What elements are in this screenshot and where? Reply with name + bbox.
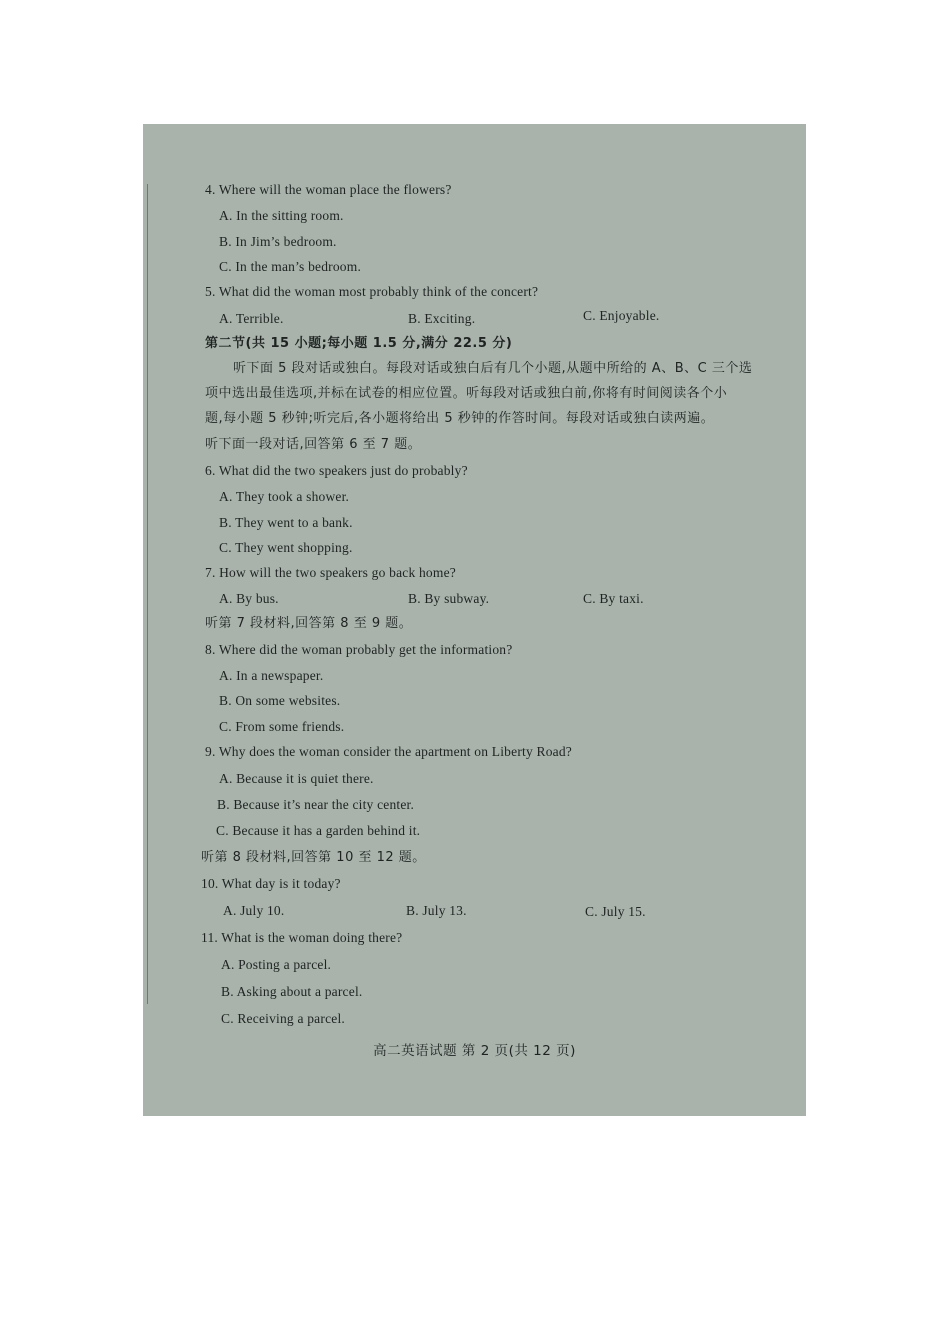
q10-option-a: A. July 10.	[223, 903, 285, 918]
q9-option-a: A. Because it is quiet there.	[219, 771, 374, 786]
question-11: 11. What is the woman doing there?	[201, 930, 403, 945]
section-2-heading: 第二节(共 15 小题;每小题 1.5 分,满分 22.5 分)	[205, 336, 513, 351]
q5-option-b: B. Exciting.	[408, 311, 476, 326]
q11-option-c: C. Receiving a parcel.	[221, 1011, 345, 1026]
q6-option-c: C. They went shopping.	[219, 540, 353, 555]
q4-option-b: B. In Jim’s bedroom.	[219, 234, 337, 249]
material-8-instruction: 听第 8 段材料,回答第 10 至 12 题。	[201, 850, 426, 865]
q11-option-b: B. Asking about a parcel.	[221, 984, 363, 999]
section-2-instruction-line-1: 听下面 5 段对话或独白。每段对话或独白后有几个小题,从题中所给的 A、B、C 三个选	[233, 361, 753, 376]
q4-option-a: A. In the sitting room.	[219, 208, 344, 223]
material-7-instruction: 听第 7 段材料,回答第 8 至 9 题。	[205, 616, 413, 631]
q5-option-c: C. Enjoyable.	[583, 308, 660, 323]
exam-page	[143, 124, 806, 1116]
q8-option-a: A. In a newspaper.	[219, 668, 324, 683]
q6-option-b: B. They went to a bank.	[219, 515, 353, 530]
dialog-instruction-6-7: 听下面一段对话,回答第 6 至 7 题。	[205, 437, 422, 452]
question-6: 6. What did the two speakers just do probably?	[205, 463, 468, 478]
question-8: 8. Where did the woman probably get the information?	[205, 642, 513, 657]
q8-option-b: B. On some websites.	[219, 693, 341, 708]
q7-option-a: A. By bus.	[219, 591, 279, 606]
question-9: 9. Why does the woman consider the apartment on Liberty Road?	[205, 744, 572, 759]
q4-option-c: C. In the man’s bedroom.	[219, 259, 362, 274]
q7-option-c: C. By taxi.	[583, 591, 644, 606]
q6-option-a: A. They took a shower.	[219, 489, 350, 504]
question-10: 10. What day is it today?	[201, 876, 341, 891]
q8-option-c: C. From some friends.	[219, 719, 345, 734]
q7-option-b: B. By subway.	[408, 591, 490, 606]
section-2-instruction-line-2: 项中选出最佳选项,并标在试卷的相应位置。听每段对话或独白前,你将有时间阅读各个小	[205, 386, 728, 401]
q11-option-a: A. Posting a parcel.	[221, 957, 332, 972]
page-edge-line	[147, 184, 148, 1004]
page-footer: 高二英语试题 第 2 页(共 12 页)	[373, 1043, 576, 1059]
q9-option-b: B. Because it’s near the city center.	[217, 797, 415, 812]
q9-option-c: C. Because it has a garden behind it.	[216, 823, 421, 838]
q10-option-b: B. July 13.	[406, 903, 467, 918]
q10-option-c: C. July 15.	[585, 904, 646, 919]
question-5: 5. What did the woman most probably think of the concert?	[205, 284, 539, 299]
question-4: 4. Where will the woman place the flowers?	[205, 182, 452, 197]
q5-option-a: A. Terrible.	[219, 311, 284, 326]
question-7: 7. How will the two speakers go back home?	[205, 565, 456, 580]
section-2-instruction-line-3: 题,每小题 5 秒钟;听完后,各小题将给出 5 秒钟的作答时间。每段对话或独白读两遍。	[205, 411, 715, 426]
